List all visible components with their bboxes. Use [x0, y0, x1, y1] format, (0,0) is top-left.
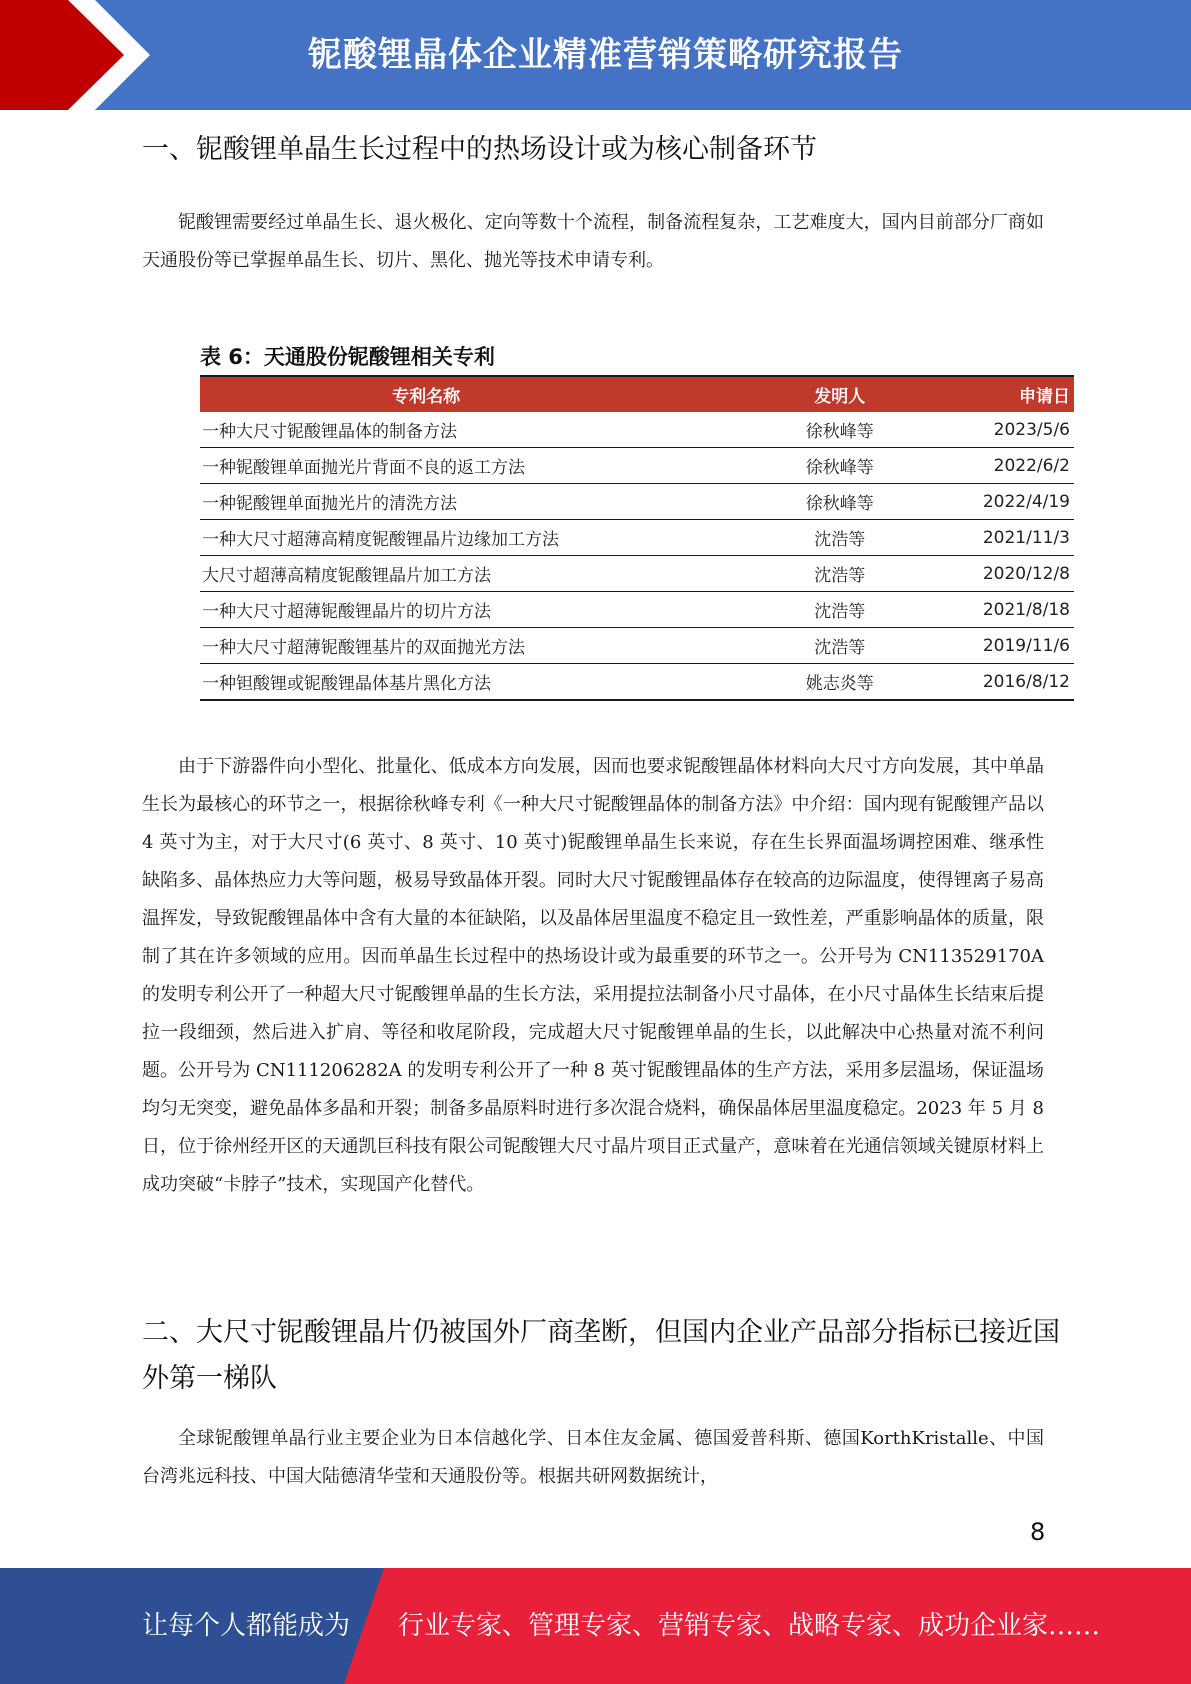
section-2-heading: 二、大尺寸铌酸锂晶片仍被国外厂商垄断，但国内企业产品部分指标已接近国外第一梯队 — [142, 1317, 1060, 1394]
patent-name-cell: 一种铌酸锂单面抛光片背面不良的返工方法 — [200, 448, 770, 484]
date-cell: 2020/12/8 — [909, 556, 1074, 592]
column-header-inventor: 发明人 — [770, 376, 909, 412]
table-row — [200, 664, 1074, 701]
section-1-heading: 一、铌酸锂单晶生长过程中的热场设计或为核心制备环节 — [142, 134, 817, 165]
table-row — [200, 628, 1074, 664]
section-1-paragraph: 铌酸锂需要经过单晶生长、退火极化、定向等数十个流程，制备流程复杂，工艺难度大，国内目前部分厂商如天通股份等已掌握单晶生长、切片、黑化、抛光等技术申请专利。 — [142, 212, 1044, 271]
patent-name-cell: 一种大尺寸超薄铌酸锂基片的双面抛光方法 — [200, 628, 770, 664]
table-row — [200, 520, 1074, 556]
table-title: 表 6：天通股份铌酸锂相关专利 — [200, 345, 495, 369]
date-cell: 2016/8/12 — [909, 664, 1074, 701]
table-row — [200, 412, 1074, 448]
patent-name-cell: 大尺寸超薄高精度铌酸锂晶片加工方法 — [200, 556, 770, 592]
column-header-patent-name: 专利名称 — [200, 376, 770, 412]
section-2-paragraph: 全球铌酸锂单晶行业主要企业为日本信越化学、日本住友金属、德国爱普科斯、德国KorthKristalle、中国台湾兆远科技、中国大陆德清华莹和天通股份等。根据共研网数据统计， — [142, 1428, 1044, 1487]
date-cell: 2021/8/18 — [909, 592, 1074, 628]
report-title: 铌酸锂晶体企业精准营销策略研究报告 — [308, 35, 903, 75]
patent-table — [200, 375, 1074, 701]
patent-name-cell: 一种大尺寸超薄铌酸锂晶片的切片方法 — [200, 592, 770, 628]
patent-name-cell: 一种钽酸锂或铌酸锂晶体基片黑化方法 — [200, 664, 770, 701]
body-paragraph: 由于下游器件向小型化、批量化、低成本方向发展，因而也要求铌酸锂晶体材料向大尺寸方向发展，其中单晶生长为最核心的环节之一，根据徐秋峰专利《一种大尺寸铌酸锂晶体的制备方法》中介绍：国内现有铌酸锂产品以 4 英寸为主，对于大尺寸(6 英寸、8 英寸、10 英寸)铌酸锂单晶生长来说，存在生长界面温场调控困难、继承性缺陷多、晶体热应力大等问题，极易导致晶体开裂。同时大尺寸铌酸锂晶体存在较高的边际温度，使得锂离子易高温挥发，导致铌酸锂晶体中含有大量的本征缺陷，以及晶体居里温度不稳定且一致性差，严重影响晶体的质量，限制了其在许多领域的应用。因而单晶生长过程中的热场设计或为最重要的环节之一。公开号为 CN113529170A 的发明专利公开了一种超大尺寸铌酸锂单晶的生长方法，采用提拉法制备小尺寸晶体，在小尺寸晶体生长结束后提拉一段细颈，然后进入扩肩、等径和收尾阶段，完成超大尺寸铌酸锂单晶的生长，以此解决中心热量对流不利问题。公开号为 CN111206282A 的发明专利公开了一种 8 英寸铌酸锂晶体的生产方法，采用多层温场，保证温场均匀无突变，避免晶体多晶和开裂；制备多晶原料时进行多次混合烧料，确保晶体居里温度稳定。2023 年 5 月 8 日，位于徐州经开区的天通凯巨科技有限公司铌酸锂大尺寸晶片项目正式量产，意味着在光通信领域关键原材料上成功突破“卡脖子”技术，实现国产化替代。 — [142, 756, 1044, 1195]
inventor-cell: 沈浩等 — [770, 592, 909, 628]
page-number: 8 — [1030, 1518, 1046, 1546]
inventor-cell: 沈浩等 — [770, 556, 909, 592]
patent-name-cell: 一种大尺寸超薄高精度铌酸锂晶片边缘加工方法 — [200, 520, 770, 556]
patent-name-cell: 一种大尺寸铌酸锂晶体的制备方法 — [200, 412, 770, 448]
date-cell: 2023/5/6 — [909, 412, 1074, 448]
date-cell: 2022/6/2 — [909, 448, 1074, 484]
footer-slogan-right: 行业专家、管理专家、营销专家、战略专家、成功企业家…… — [398, 1611, 1101, 1641]
patent-name-cell: 一种铌酸锂单面抛光片的清洗方法 — [200, 484, 770, 520]
footer-slogan-left: 让每个人都能成为 — [142, 1611, 351, 1641]
date-cell: 2021/11/3 — [909, 520, 1074, 556]
date-cell: 2022/4/19 — [909, 484, 1074, 520]
table-row — [200, 448, 1074, 484]
inventor-cell: 徐秋峰等 — [770, 412, 909, 448]
table-row — [200, 556, 1074, 592]
inventor-cell: 徐秋峰等 — [770, 484, 909, 520]
column-header-date: 申请日 — [909, 376, 1074, 412]
inventor-cell: 姚志炎等 — [770, 664, 909, 701]
table-row — [200, 592, 1074, 628]
inventor-cell: 沈浩等 — [770, 628, 909, 664]
table-header-row — [200, 376, 1074, 412]
inventor-cell: 徐秋峰等 — [770, 448, 909, 484]
table-row — [200, 484, 1074, 520]
inventor-cell: 沈浩等 — [770, 520, 909, 556]
page-header — [0, 0, 1191, 110]
date-cell: 2019/11/6 — [909, 628, 1074, 664]
page-footer — [0, 1568, 1191, 1684]
